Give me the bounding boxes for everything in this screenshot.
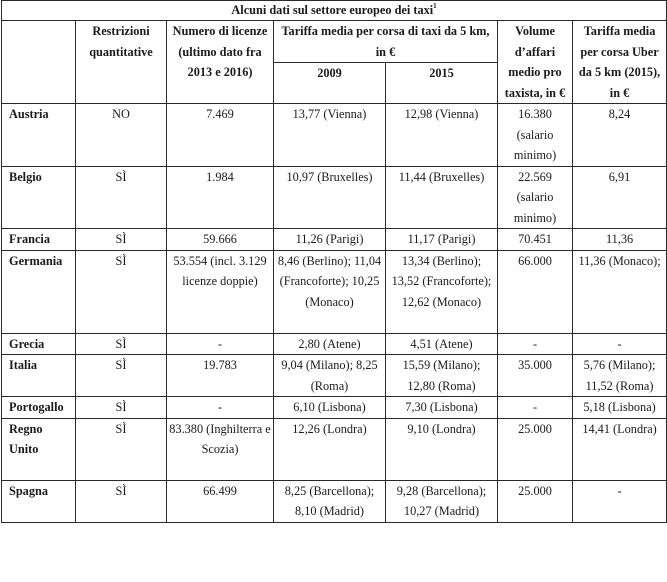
cell-volume: - [498,333,573,355]
cell-licenze: - [167,397,274,419]
table-title-row [2,1,667,21]
cell-uber: 14,41 (Londra) [573,418,667,480]
cell-uber: 5,18 (Lisbona) [573,397,667,419]
table-row [2,104,667,167]
cell-licenze: 7.469 [167,104,274,167]
table-row [2,229,667,251]
cell-restrizioni: SÌ [76,333,167,355]
table-row [2,418,667,480]
cell-tariffa-2015: 11,17 (Parigi) [386,229,498,251]
cell-country: Italia [2,355,76,397]
cell-licenze: - [167,333,274,355]
table-row [2,250,667,333]
header-tariffa: Tariffa media per corsa di taxi da 5 km, in € [274,21,498,63]
cell-tariffa-2009: 2,80 (Atene) [274,333,386,355]
cell-volume: - [498,397,573,419]
cell-licenze: 66.499 [167,480,274,522]
cell-volume: 22.569 (salario minimo) [498,166,573,229]
cell-country: Germania [2,250,76,333]
header-volume: Volume d’affari medio pro taxista, in € [498,21,573,104]
cell-licenze: 83.380 (Inghilterra e Scozia) [167,418,274,480]
header-row [2,21,667,63]
table-title-text: Alcuni dati sul settore europeo dei taxi [231,3,434,17]
cell-restrizioni: SÌ [76,229,167,251]
header-licenze: Numero di licenze (ultimo dato fra 2013 e 2016) [167,21,274,104]
cell-volume: 25.000 [498,418,573,480]
cell-uber: - [573,333,667,355]
header-2015: 2015 [386,63,498,104]
table-row [2,333,667,355]
cell-country: Austria [2,104,76,167]
cell-restrizioni: SÌ [76,480,167,522]
cell-licenze: 1.984 [167,166,274,229]
taxi-data-table [1,0,667,523]
cell-restrizioni: SÌ [76,397,167,419]
cell-tariffa-2009: 9,04 (Milano); 8,25 (Roma) [274,355,386,397]
table-title [2,1,667,21]
table-body [2,104,667,523]
cell-volume: 70.451 [498,229,573,251]
cell-country: Portogallo [2,397,76,419]
cell-tariffa-2015: 12,98 (Vienna) [386,104,498,167]
header-restrizioni: Restrizioni quantitative [76,21,167,104]
cell-tariffa-2015: 15,59 (Milano); 12,80 (Roma) [386,355,498,397]
cell-volume: 25.000 [498,480,573,522]
header-2009: 2009 [274,63,386,104]
cell-tariffa-2009: 12,26 (Londra) [274,418,386,480]
cell-volume: 16.380 (salario minimo) [498,104,573,167]
cell-tariffa-2015: 11,44 (Bruxelles) [386,166,498,229]
cell-tariffa-2009: 13,77 (Vienna) [274,104,386,167]
header-uber: Tariffa media per corsa Uber da 5 km (2015), in € [573,21,667,104]
cell-tariffa-2009: 8,25 (Barcellona); 8,10 (Madrid) [274,480,386,522]
cell-country: Francia [2,229,76,251]
table-row [2,480,667,522]
cell-restrizioni: SÌ [76,418,167,480]
cell-tariffa-2015: 9,10 (Londra) [386,418,498,480]
cell-tariffa-2009: 10,97 (Bruxelles) [274,166,386,229]
cell-tariffa-2009: 6,10 (Lisbona) [274,397,386,419]
cell-country: Spagna [2,480,76,522]
cell-uber: 6,91 [573,166,667,229]
cell-restrizioni: NO [76,104,167,167]
cell-restrizioni: SÌ [76,355,167,397]
cell-tariffa-2015: 4,51 (Atene) [386,333,498,355]
cell-tariffa-2009: 8,46 (Berlino); 11,04 (Francoforte); 10,25 (Monaco) [274,250,386,333]
cell-uber: 11,36 [573,229,667,251]
table-row [2,355,667,397]
cell-volume: 66.000 [498,250,573,333]
table-row [2,397,667,419]
cell-restrizioni: SÌ [76,166,167,229]
cell-country: Regno Unito [2,418,76,480]
cell-restrizioni: SÌ [76,250,167,333]
cell-country: Belgio [2,166,76,229]
cell-tariffa-2015: 7,30 (Lisbona) [386,397,498,419]
cell-tariffa-2009: 11,26 (Parigi) [274,229,386,251]
cell-uber: 5,76 (Milano); 11,52 (Roma) [573,355,667,397]
cell-licenze: 53.554 (incl. 3.129 licenze doppie) [167,250,274,333]
cell-uber: - [573,480,667,522]
cell-licenze: 59.666 [167,229,274,251]
cell-country: Grecia [2,333,76,355]
table-row [2,166,667,229]
cell-uber: 11,36 (Monaco); [573,250,667,333]
cell-uber: 8,24 [573,104,667,167]
footnote-marker: 1 [433,2,437,10]
header-country [2,21,76,104]
cell-licenze: 19.783 [167,355,274,397]
cell-tariffa-2015: 13,34 (Berlino); 13,52 (Francoforte); 12,62 (Monaco) [386,250,498,333]
cell-volume: 35.000 [498,355,573,397]
cell-tariffa-2015: 9,28 (Barcellona); 10,27 (Madrid) [386,480,498,522]
